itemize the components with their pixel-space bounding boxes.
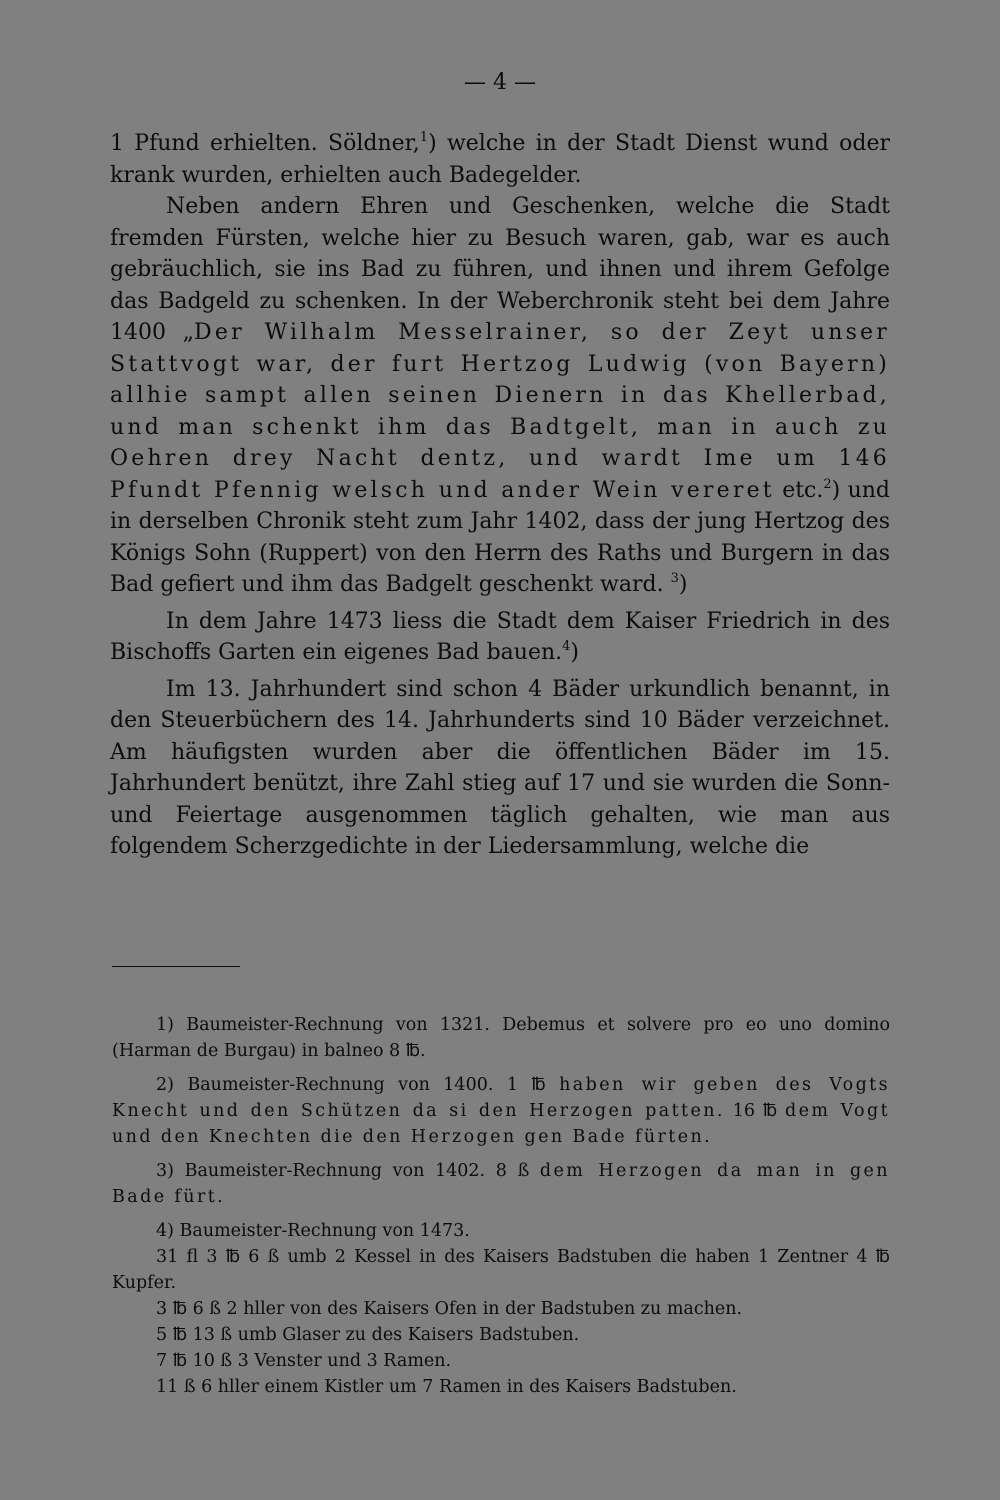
text-span: 3) Baumeister-Rechnung von 1402. 8 ß xyxy=(156,1161,540,1181)
paragraph-3 xyxy=(110,606,890,669)
footnote-4-line: 11 ß 6 hller einem Kistler um 7 Ramen in des Kaisers Badstuben. xyxy=(156,1377,737,1397)
text-span: ) xyxy=(678,572,688,597)
text-span: ) welche in der Stadt Dienst wund oder krank wurden, erhielten auch Badegelder. xyxy=(110,131,890,188)
spaced-quote: dem Vogt und den Knechten die den Herzogen gen Bade fürten. xyxy=(112,1101,891,1147)
footnotes xyxy=(112,1012,890,1400)
footnote-divider xyxy=(112,966,240,967)
footnote-ref-4: 4 xyxy=(562,639,571,654)
text-span: ) xyxy=(570,640,580,665)
footnote-ref-3: 3 xyxy=(670,571,679,586)
footnote-4-line: 7 ℔ 10 ß 3 Venster und 3 Ramen. xyxy=(156,1351,452,1371)
text-span: In dem Jahre 1473 liess die Stadt dem Kaiser Friedrich in des Bischoffs Garten ein eigenes Bad bauen. xyxy=(110,608,890,665)
page-number: — 4 — xyxy=(464,70,536,95)
main-text xyxy=(110,128,890,863)
text-span: Neben andern Ehren und Geschenken, welche die Stadt fremden Fürsten, welche hier zu Besuch waren, gab, war es auch gebräuchlich, sie ins Bad zu führen, und ihnen und ihrem Gefolge das Badgeld zu schenken. In der Weberchronik steht bei dem Jahre 1400 „ xyxy=(110,194,890,345)
footnote-ref-1: 1 xyxy=(419,130,429,145)
paragraph-2 xyxy=(110,191,890,601)
text-span: 1 Pfund erhielten. Söldner, xyxy=(110,131,420,156)
spaced-quote: dem Herzogen da man in gen Bade fürt. xyxy=(112,1161,890,1207)
spaced-quote: haben wir geben des Vogts Knecht und den Schützen da si den Herzogen patten. xyxy=(112,1075,890,1121)
footnote-ref-2: 2 xyxy=(823,476,832,492)
text-span: 2) Baumeister-Rechnung von 1400. 1 ℔ xyxy=(156,1075,560,1095)
footnote-3 xyxy=(112,1158,890,1210)
footnote-1: 1) Baumeister-Rechnung von 1321. Debemus et solvere pro eo uno domino (Harman de Burgau) in balneo 8 ℔. xyxy=(112,1015,890,1061)
paragraph-1 xyxy=(110,128,890,191)
chronicle-quote: Der Wilhalm Messelrainer, so der Zeyt unser Stattvogt war, der furt Hertzog Ludwig (von Bayern) allhie sampt allen seinen Dienern in das Khellerbad, und man schenkt ihm das Badtgelt, man in auch zu Oehren drey Nacht dentz, und wardt Ime um 146 Pfundt Pfennig welsch und ander Wein vereret xyxy=(110,320,890,503)
paragraph-4: Im 13. Jahrhundert sind schon 4 Bäder urkundlich benannt, in den Steuerbüchern des 14. Jahrhunderts sind 10 Bäder verzeichnet. Am häufigsten wurden aber die öffentlichen Bäder im 15. Jahrhundert benützt, ihre Zahl stieg auf 17 und sie wurden die Sonn- und Feiertage ausgenommen täglich gehalten, wie man aus folgendem Scherzgedichte in der Liedersammlung, welche die xyxy=(110,676,890,859)
text-span: etc. xyxy=(774,477,824,503)
footnote-4-line: 3 ℔ 6 ß 2 hller von des Kaisers Ofen in der Badstuben zu machen. xyxy=(156,1299,743,1319)
text-span: ) und in derselben Chronik steht zum Jahr 1402, dass der jung Hertzog des Königs Sohn (Ruppert) von den Herrn des Raths und Burgern in das Bad gefiert und ihm das Badgelt geschenkt ward. xyxy=(110,477,890,597)
text-span: 16 ℔ xyxy=(724,1101,785,1121)
footnote-4-title: 4) Baumeister-Rechnung von 1473. xyxy=(156,1221,470,1241)
footnote-4-line: 31 fl 3 ℔ 6 ß umb 2 Kessel in des Kaisers Badstuben die haben 1 Zentner 4 ℔ Kupfer. xyxy=(112,1247,890,1293)
footnote-2 xyxy=(112,1072,890,1150)
footnote-4-line: 5 ℔ 13 ß umb Glaser zu des Kaisers Badstuben. xyxy=(156,1325,580,1345)
